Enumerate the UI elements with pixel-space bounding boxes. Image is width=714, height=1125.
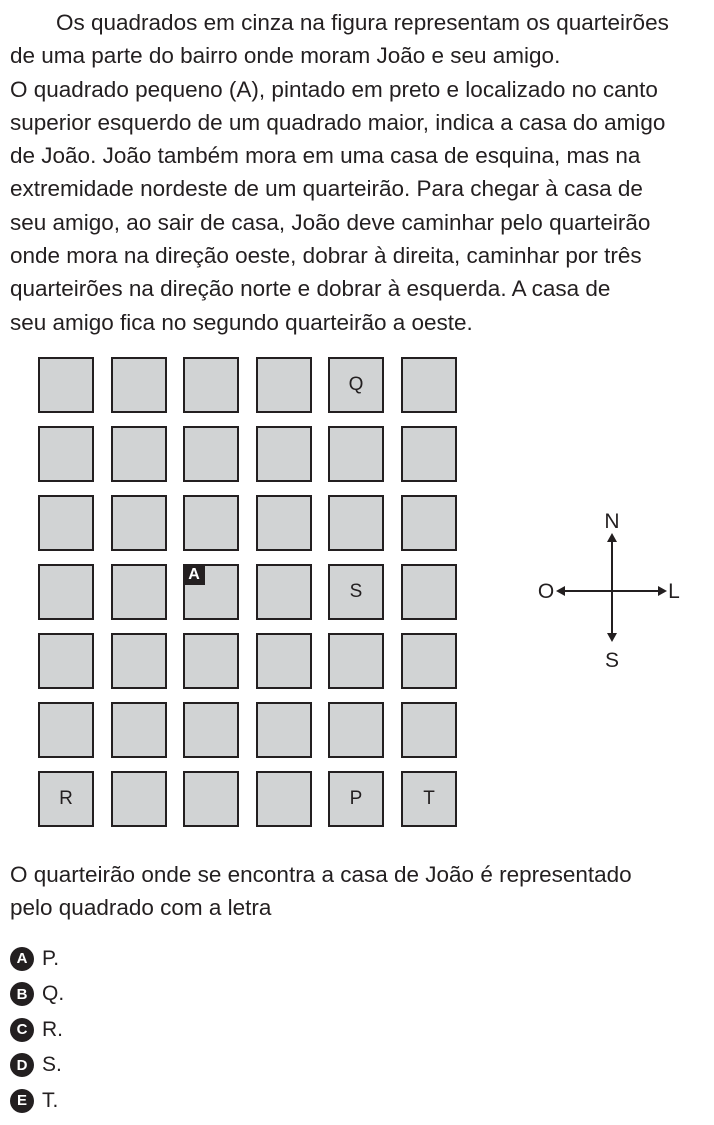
question-line: pelo quadrado com a letra [10,895,272,920]
city-block [401,633,457,689]
option-text: P. [42,946,60,970]
city-block [256,426,312,482]
city-block [256,702,312,758]
city-block [401,564,457,620]
block-label: T [423,788,435,809]
city-block [401,495,457,551]
block-label: R [59,788,73,809]
city-block [401,426,457,482]
answer-options [10,941,64,1119]
intro-line: onde mora na direção oeste, dobrar à direita, caminhar por três [10,243,642,269]
option-c[interactable] [10,1012,64,1048]
option-text: R. [42,1017,63,1041]
city-block [183,357,239,413]
city-block [256,495,312,551]
question-line: O quarteirão onde se encontra a casa de João é representado [10,862,632,887]
city-block [183,426,239,482]
city-block [256,771,312,827]
intro-line: quarteirões na direção norte e dobrar à esquerda. A casa de [10,276,611,302]
friend-house-marker: A [183,564,205,585]
city-block [38,633,94,689]
intro-line: de uma parte do bairro onde moram João e seu amigo. [10,43,561,69]
city-block [183,702,239,758]
block-label: P [349,788,363,809]
city-block [111,495,167,551]
city-block [38,564,94,620]
option-letter-badge: B [10,982,34,1006]
city-block [328,771,384,827]
city-block [401,702,457,758]
city-block [111,633,167,689]
city-block [401,357,457,413]
city-block [38,357,94,413]
city-block [183,771,239,827]
question-text [10,858,708,924]
option-text: Q. [42,982,65,1006]
arrow-left-icon [556,586,565,596]
block-label: S [349,581,363,602]
intro-line: O quadrado pequeno (A), pintado em preto e localizado no canto [10,76,658,102]
option-d[interactable] [10,1048,64,1084]
city-block [38,426,94,482]
option-letter-badge: D [10,1053,34,1077]
intro-line: superior esquerdo de um quadrado maior, indica a casa do amigo [10,109,666,135]
city-block [111,564,167,620]
city-block [328,702,384,758]
city-block [328,495,384,551]
city-block [328,564,384,620]
option-letter-badge: C [10,1018,34,1042]
city-block [328,357,384,413]
compass-east-label: L [668,580,680,603]
option-a[interactable] [10,941,64,977]
intro-text [10,6,708,339]
option-text: T. [42,1088,59,1112]
intro-line: de João. João também mora em uma casa de esquina, mas na [10,143,641,169]
arrow-up-icon [607,533,617,542]
city-block [183,633,239,689]
compass-south-label: S [604,649,620,672]
city-block [38,495,94,551]
option-b[interactable] [10,977,64,1013]
option-letter-badge: A [10,947,34,971]
option-text: S. [42,1053,62,1077]
option-e[interactable] [10,1083,64,1119]
neighborhood-map [38,357,462,829]
city-block [328,633,384,689]
intro-line: extremidade nordeste de um quarteirão. Para chegar à casa de [10,176,643,202]
city-block [38,771,94,827]
city-block [256,633,312,689]
option-letter-badge: E [10,1089,34,1113]
city-block [256,357,312,413]
city-block [111,702,167,758]
city-block [38,702,94,758]
arrow-down-icon [607,633,617,642]
city-block [111,426,167,482]
compass-west-label: O [537,580,555,603]
city-block [183,495,239,551]
compass-rose [520,505,700,675]
city-block [111,771,167,827]
intro-line: seu amigo, ao sair de casa, João deve caminhar pelo quarteirão [10,209,651,235]
arrow-right-icon [658,586,667,596]
city-block [111,357,167,413]
intro-line: Os quadrados em cinza na figura representam os quarteirões [56,10,669,35]
city-block [256,564,312,620]
compass-north-label: N [604,510,620,533]
block-label: Q [348,374,364,395]
city-block [401,771,457,827]
intro-line: seu amigo fica no segundo quarteirão a oeste. [10,309,473,335]
city-block [328,426,384,482]
